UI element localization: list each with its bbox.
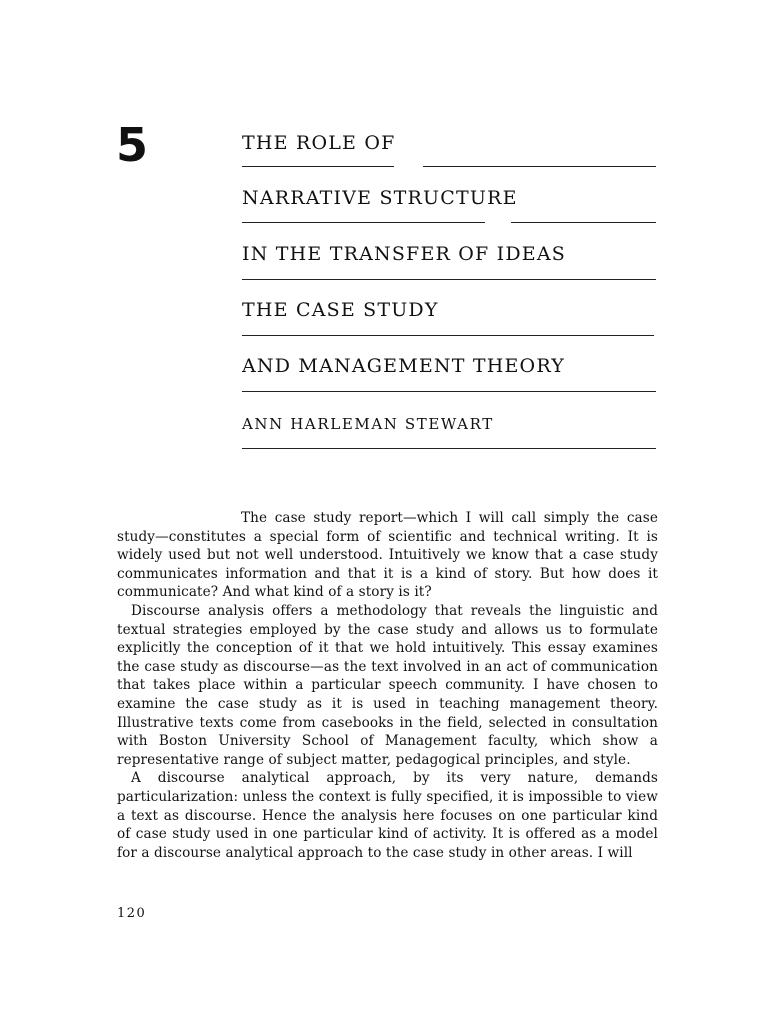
- chapter-title-line-1: THE ROLE OF: [242, 132, 396, 154]
- paragraph-2: Discourse analysis offers a methodology that reveals the linguistic and textual strategies employed by the case study and allows us to formulate explicitly the conception of it that we hold intuitively. This essay examines the case study as discourse—as the text involved in an act of communication that takes place within a particular speech community. I have chosen to examine the case study as it is used in teaching management theory. Illustrative texts come from casebooks in the field, selected in consultation with Boston University School of Management faculty, which show a representative range of subject matter, pedagogical principles, and style.: [117, 602, 658, 768]
- page-number: 120: [117, 906, 147, 921]
- chapter-title-line-3: IN THE TRANSFER OF IDEAS: [242, 243, 567, 265]
- title-rule-4: [242, 335, 654, 336]
- title-rule-5: [242, 391, 656, 392]
- author-rule: [242, 448, 656, 449]
- paragraph-3: A discourse analytical approach, by its very nature, demands particularization: unless the context is fully specified, it is impossible to view a text as discourse. Hence the analysis here focuses on one particular kind of case study used in one particular kind of activity. It is offered as a model for a discourse analytical approach to the case study in other areas. I will: [117, 770, 658, 861]
- title-rule-2a: [242, 222, 485, 223]
- chapter-author: ANN HARLEMAN STEWART: [242, 415, 494, 433]
- paragraph-1: The case study report—which I will call simply the case study—constitutes a special form of scientific and technical writing. It is widely used but not well understood. Intuitively we know that a case study communicates information and that it is a kind of story. But how does it communicate? And what kind of a story is it?: [117, 510, 658, 601]
- chapter-number: 5: [116, 118, 149, 172]
- body-text: [117, 509, 658, 862]
- title-rule-3: [242, 279, 656, 280]
- title-rule-1b: [423, 166, 656, 167]
- chapter-title-line-5: AND MANAGEMENT THEORY: [242, 355, 566, 377]
- title-rule-2b: [511, 222, 656, 223]
- chapter-title-line-2: NARRATIVE STRUCTURE: [242, 187, 518, 209]
- chapter-title-line-4: THE CASE STUDY: [242, 299, 439, 321]
- title-rule-1a: [242, 166, 394, 167]
